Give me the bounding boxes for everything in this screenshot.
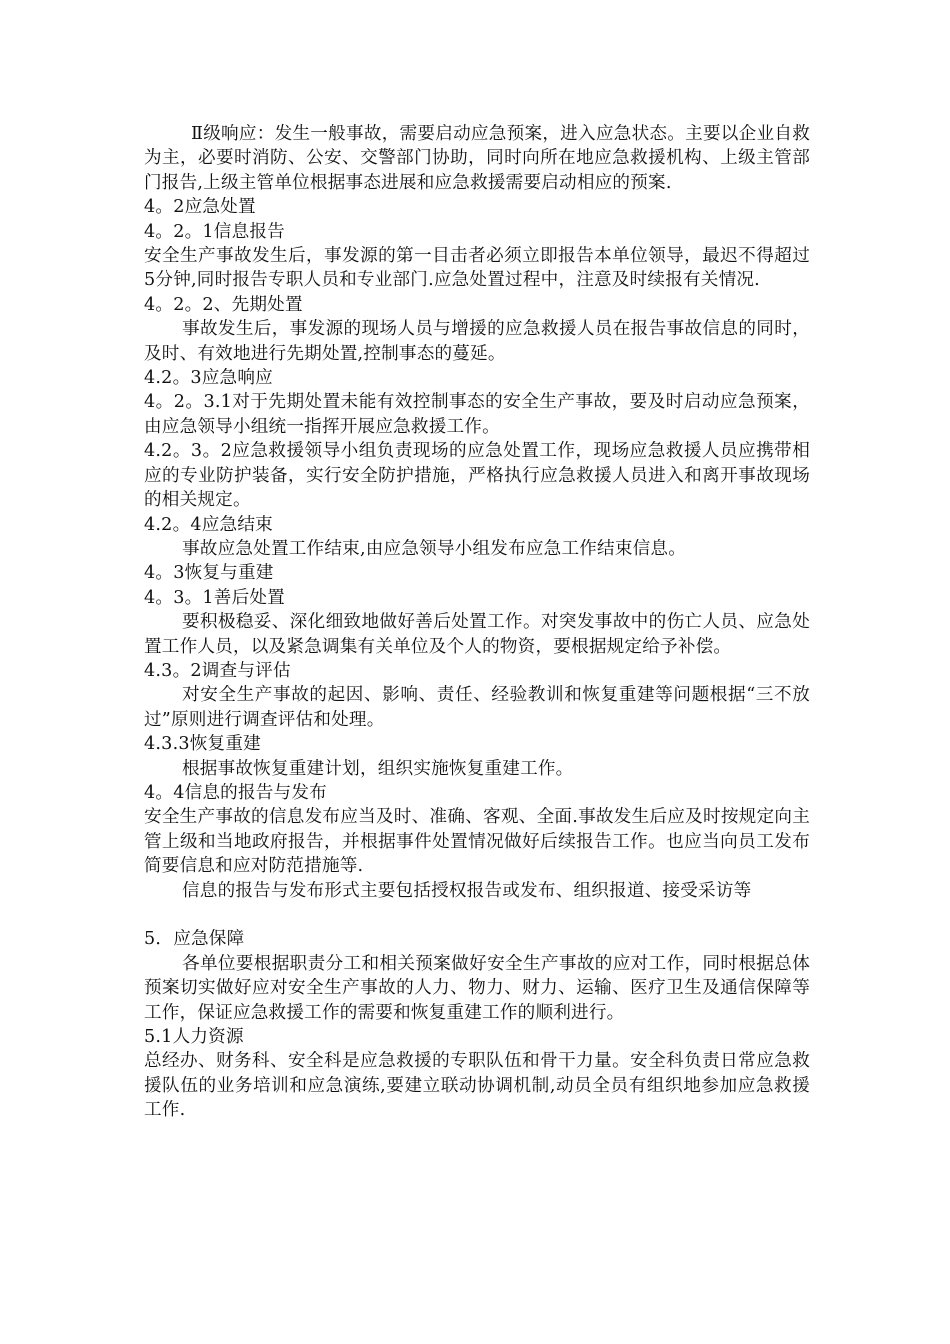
body-paragraph: 事故发生后，事发源的现场人员与增援的应急救援人员在报告事故信息的同时，及时、有效地进行先期处置,控制事态的蔓延。 (144, 319, 810, 364)
body-paragraph: 事故应急处置工作结束,由应急领导小组发布应急工作结束信息。 (182, 538, 687, 559)
blank-line (144, 903, 810, 927)
body-paragraph: 总经办、财务科、安全科是应急救援的专职队伍和骨干力量。安全科负责日常应急救援队伍的业务培训和应急演练,要建立联动协调机制,动员全员有组织地参加应急救援工作. (144, 1051, 810, 1121)
section-heading: 4。3。1善后处置 (144, 587, 285, 608)
body-paragraph: 安全生产事故的信息发布应当及时、准确、客观、全面.事故发生后应及时按规定向主管上级和当地政府报告，并根据事件处置情况做好后续报告工作。也应当向员工发布简要信息和应对防范措施等. (144, 807, 810, 877)
body-paragraph: 各单位要根据职责分工和相关预案做好安全生产事故的应对工作，同时根据总体预案切实做好应对安全生产事故的人力、物力、财力、运输、医疗卫生及通信保障等工作，保证应急救援工作的需要和恢复重建工作的顺利进行。 (144, 953, 810, 1023)
body-paragraph: 信息的报告与发布形式主要包括授权报告或发布、组织报道、接受采访等 (182, 880, 752, 901)
section-heading: 5．应急保障 (144, 929, 245, 950)
body-paragraph: 根据事故恢复重建计划，组织实施恢复重建工作。 (182, 758, 574, 779)
document-page (144, 122, 810, 1123)
section-heading: 4.2。3应急响应 (144, 368, 273, 389)
body-paragraph: 要积极稳妥、深化细致地做好善后处置工作。对突发事故中的伤亡人员、应急处置工作人员，以及紧急调集有关单位及个人的物资，要根据规定给予补偿。 (144, 612, 810, 657)
section-heading: 4。3恢复与重建 (144, 563, 274, 584)
body-paragraph: 4.2。3。2应急救援领导小组负责现场的应急处置工作，现场应急救援人员应携带相应的专业防护装备，实行安全防护措施，严格执行应急救援人员进入和离开事故现场的相关规定。 (144, 441, 810, 511)
body-paragraph: 对安全生产事故的起因、影响、责任、经验教训和恢复重建等问题根据“三不放过”原则进行调查评估和处理。 (144, 685, 810, 730)
section-heading: 4.3。2调查与评估 (144, 660, 291, 681)
section-heading: 4。4信息的报告与发布 (144, 782, 327, 803)
section-heading: 4。2应急处置 (144, 197, 256, 218)
body-paragraph: Ⅱ级响应：发生一般事故，需要启动应急预案，进入应急状态。主要以企业自救为主，必要时消防、公安、交警部门协助，同时向所在地应急救援机构、上级主管部门报告,上级主管单位根据事态进展和应急救援需要启动相应的预案. (144, 124, 810, 193)
section-heading: 4。2。2、先期处置 (144, 294, 303, 315)
section-heading: 4.2。4应急结束 (144, 514, 273, 535)
body-paragraph: 4。2。3.1对于先期处置未能有效控制事态的安全生产事故，要及时启动应急预案，由应急领导小组统一指挥开展应急救援工作。 (144, 392, 810, 437)
section-heading: 5.1人力资源 (144, 1027, 244, 1048)
section-heading: 4。2。1信息报告 (144, 221, 285, 242)
body-paragraph: 安全生产事故发生后，事发源的第一目击者必须立即报告本单位领导，最迟不得超过5分钟,同时报告专职人员和专业部门.应急处置过程中，注意及时续报有关情况. (144, 246, 810, 291)
section-heading: 4.3.3恢复重建 (144, 734, 261, 755)
